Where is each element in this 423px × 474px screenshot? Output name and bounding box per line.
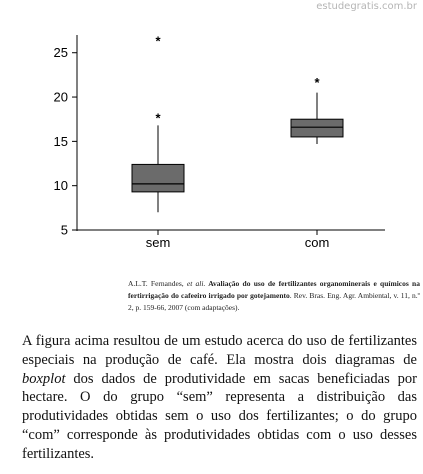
y-tick-label: 15 [53,133,68,149]
paragraph-part-1: A figura acima resultou de um estudo acerca do uso de fertilizantes especiais na produção de café. Ela mostra dois diagramas de [22,333,417,368]
x-tick-label-com: com [304,235,330,250]
box-sem [132,164,184,191]
citation-etal: et ali. [186,279,206,288]
outlier-marker-sem: * [155,33,161,49]
y-tick-label: 20 [53,89,68,105]
citation [128,278,420,314]
paragraph-part-2: dos dados de produtividade em sacas beneficiadas por hectare. O do grupo “sem” representa a distribuição das produtividades obtidas sem o uso dos fertilizantes; o do grupo “com” corresponde às produtividades obtidas com o uso desses fertilizantes. [22,370,417,462]
citation-source: . Rev. Bras. Eng. Agr. Ambiental, v. 11, n.º 2, p. 159-66, 2007 (com adaptações). [128,291,420,312]
outlier-marker-sem: * [155,110,161,126]
y-tick-label: 5 [60,222,68,238]
watermark: estudegratis.com.br [316,1,417,12]
y-tick-label: 10 [53,178,68,194]
box-com [291,119,343,137]
citation-authors: A.L.T. Fernandes, [128,279,187,288]
paragraph-boxplot-term: boxplot [22,370,66,387]
description-paragraph [22,332,417,464]
citation-title: Avaliação do uso de fertilizantes organominerais e químicos na fertirrigação do cafeeiro irrigado por gotejamento [128,279,420,300]
outlier-marker-com: * [314,75,320,91]
y-tick-label: 25 [53,45,68,61]
x-tick-label-sem: sem [145,235,171,250]
